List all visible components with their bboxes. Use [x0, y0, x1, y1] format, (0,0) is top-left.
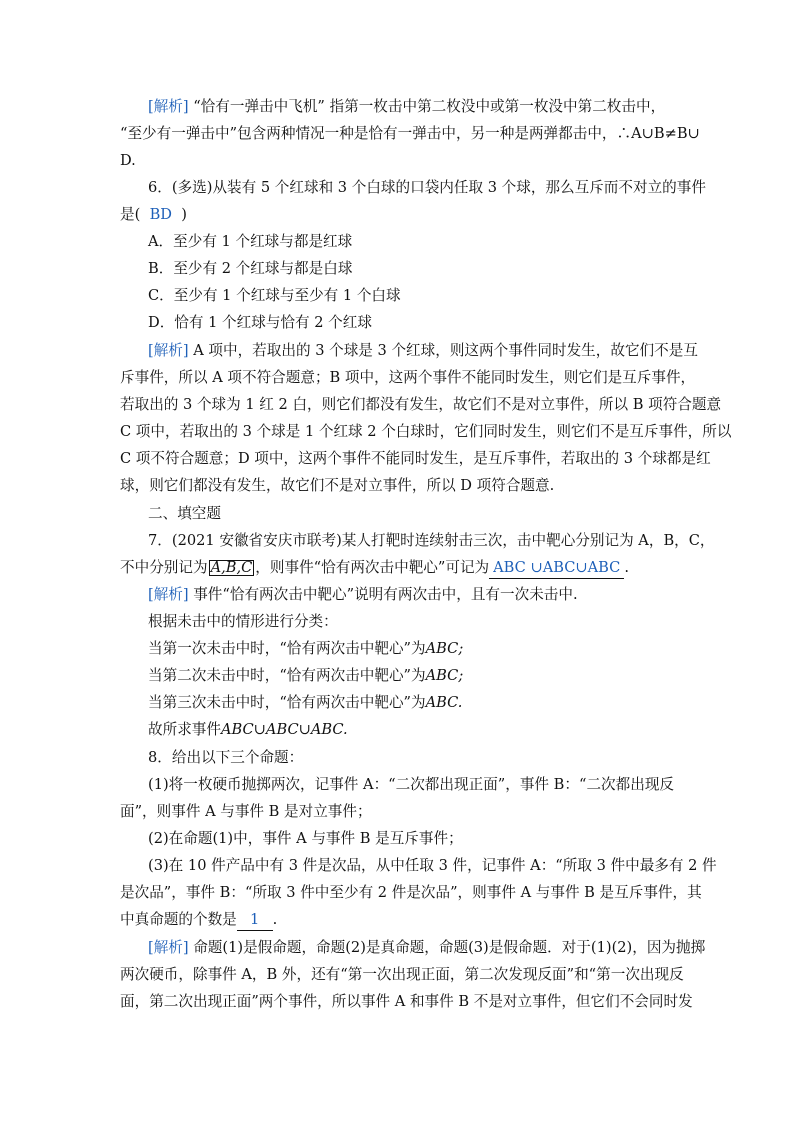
text-line: 是( BD ) [120, 206, 187, 223]
question-8: 8．给出以下三个命题： [148, 749, 304, 766]
text-line: “至少有一弹击中”包含两种情况一种是恰有一弹击中，另一种是两弹都击中，∴A∪B≠B∪ [120, 125, 700, 142]
text-line: [解析] “恰有一弹击中飞机” 指第一枚击中第二枚没中或第一枚没中第二枚击中， [148, 98, 666, 115]
answer-text: BD [140, 206, 182, 223]
text-line: [解析] A 项中，若取出的 3 个球是 3 个红球，则这两个事件同时发生，故它们不是互 [148, 342, 698, 359]
event-expression: ABC; [425, 640, 464, 657]
question-7: 7．(2021 安徽省安庆市联考)某人打靶时连续射击三次，击中靶心分别记为 A，B，C， [148, 532, 715, 549]
text-line: [解析] 命题(1)是假命题，命题(2)是真命题，命题(3)是假命题．对于(1)(2)，因为抛掷 [148, 939, 706, 956]
option-a: A．至少有 1 个红球与都是红球 [148, 233, 353, 250]
question-6: 6．(多选)从装有 5 个红球和 3 个白球的口袋内任取 3 个球，那么互斥而不对立的事件 [148, 179, 706, 196]
event-complement-boxes: A,B,C [210, 559, 253, 576]
text-line: 当第三次未击中时，“恰有两次击中靶心”为ABC. [148, 694, 463, 711]
text-line: (1)将一枚硬币抛掷两次，记事件 A：“二次都出现正面”，事件 B：“二次都出现反 [148, 776, 675, 793]
text-line: (3)在 10 件产品中有 3 件是次品，从中任取 3 件，记事件 A：“所取 3 件中最多有 2 件 [148, 857, 717, 874]
event-expression: ABC. [425, 694, 463, 711]
text-line: [解析] 事件“恰有两次击中靶心”说明有两次击中，且有一次未击中. [148, 586, 578, 603]
analysis-tag: [解析] [148, 98, 189, 115]
option-b: B．至少有 2 个红球与都是白球 [148, 260, 353, 277]
analysis-tag: [解析] [148, 939, 189, 956]
text-line: 斥事件，所以 A 项不符合题意；B 项中，这两个事件不能同时发生，则它们是互斥事件， [120, 369, 696, 386]
text-line: 当第二次未击中时，“恰有两次击中靶心”为ABC; [148, 667, 464, 684]
text-line: 根据未击中的情形进行分类： [148, 613, 338, 630]
text-line: 两次硬币，除事件 A，B 外，还有“第一次出现正面，第二次发现反面”和“第一次出现反 [120, 966, 684, 983]
text-line: 不中分别记为 A,B,C ，则事件“恰有两次击中靶心”可记为 ABC ∪ABC∪ABC . [120, 558, 629, 579]
text-line: 若取出的 3 个球为 1 红 2 白，则它们都没有发生，故它们不是对立事件，所以 B 项符合题意 [120, 396, 722, 413]
text-line: C 项中，若取出的 3 个球是 1 个红球 2 个白球时，它们同时发生，则它们不是互斥事件，所以 [120, 423, 732, 440]
text-line: 当第一次未击中时，“恰有两次击中靶心”为ABC; [148, 640, 464, 657]
text-line: (2)在命题(1)中，事件 A 与事件 B 是互斥事件； [148, 830, 463, 847]
option-c: C．至少有 1 个红球与至少有 1 个白球 [148, 287, 401, 304]
text-line: D. [120, 152, 136, 169]
text-line: 是次品”，事件 B：“所取 3 件中至少有 2 件是次品”，则事件 A 与事件 B 是互斥事件，其 [120, 884, 702, 901]
analysis-tag: [解析] [148, 342, 189, 359]
text-line: 故所求事件ABC∪ABC∪ABC. [148, 721, 348, 738]
option-d: D．恰有 1 个红球与恰有 2 个红球 [148, 314, 372, 331]
text-line: C 项不符合题意；D 项中，这两个事件不能同时发生，是互斥事件，若取出的 3 个球都是红 [120, 450, 711, 467]
analysis-tag: [解析] [148, 586, 189, 603]
answer-blank: 1 [237, 910, 273, 931]
section-heading: 二、填空题 [148, 505, 221, 522]
text-line: 面，第二次出现正面”两个事件，所以事件 A 和事件 B 不是对立事件，但它们不会同时发 [120, 993, 693, 1010]
answer-blank: ABC ∪ABC∪ABC [489, 558, 624, 579]
event-expression: ABC; [425, 667, 464, 684]
event-expression: ABC∪ABC∪ABC. [220, 721, 348, 738]
text-line: 球，则它们都没有发生，故它们不是对立事件，所以 D 项符合题意. [120, 477, 555, 494]
text-line: 面”，则事件 A 与事件 B 是对立事件； [120, 803, 372, 820]
text-line: 中真命题的个数是 1 . [120, 910, 277, 931]
